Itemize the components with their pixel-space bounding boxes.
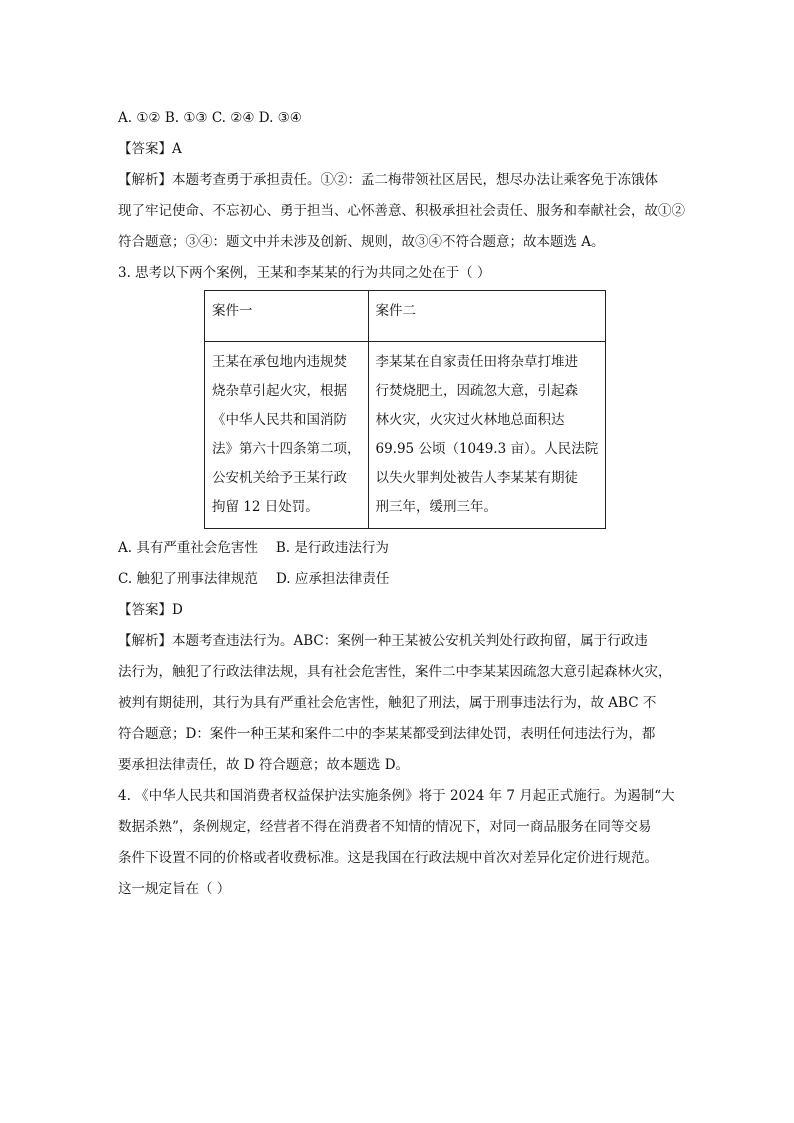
case2-line: 李某某在自家责任田将杂草打堆进 [375, 354, 578, 370]
q3-analysis [118, 626, 688, 781]
case-table-header-row [205, 291, 606, 342]
case1-line: 王某在承包地内违规焚 [212, 354, 347, 370]
q2-analysis-line: 【解析】本题考查勇于承担责任。①②：孟二梅带领社区居民，想尽办法让乘客免于冻饿体 [118, 172, 658, 188]
case1-line: 烧杂草引起火灾，根据 [212, 383, 347, 399]
q2-options: A. ①② B. ①③ C. ②④ D. ③④ [118, 110, 302, 126]
q3-option-d: D. 应承担法律责任 [275, 571, 390, 587]
case1-line: 《中华人民共和国消防 [212, 412, 347, 428]
q4-stem-line: 条件下设置不同的价格或者收费标准。这是我国在行政法规中首次对差异化定价进行规范。 [118, 850, 658, 866]
case2-line: 刑三年，缓刑三年。 [375, 499, 497, 515]
q2-analysis [118, 165, 688, 258]
q4-stem-line: 这一规定旨在（ ） [118, 881, 231, 897]
case2-line: 林火灾，火灾过火林地总面积达 [375, 412, 565, 428]
case1-header: 案件一 [205, 291, 369, 342]
q3-analysis-line: 要承担法律责任，故 D 符合题意；故本题选 D。 [118, 757, 410, 773]
q3-analysis-line: 符合题意；D：案件一种王某和案件二中的李某某都受到法律处罚，表明任何违法行为，都 [118, 726, 656, 742]
q3-answer: 【答案】D [118, 602, 183, 618]
q4-stem [118, 781, 688, 905]
case1-line: 公安机关给予王某行政 [212, 470, 347, 486]
case-table [204, 290, 606, 529]
q3-analysis-line: 法行为，触犯了行政法律法规，具有社会危害性，案件二中李某某因疏忽大意引起森林火灾， [118, 664, 672, 680]
q3-analysis-line: 【解析】本题考查违法行为。ABC：案例一种王某被公安机关判处行政拘留，属于行政违 [118, 633, 648, 649]
document-page [118, 103, 688, 905]
q4-stem-line: 数据杀熟”，条例规定，经营者不得在消费者不知情的情况下，对同一商品服务在同等交易 [118, 819, 652, 835]
q3-option-b: B. 是行政违法行为 [275, 540, 389, 556]
case1-line: 拘留 12 日处罚。 [212, 499, 319, 515]
q3-option-c: C. 触犯了刑事法律规范 [118, 571, 258, 587]
case2-line: 行焚烧肥土，因疏忽大意，引起森 [375, 383, 578, 399]
case2-line: 以失火罪判处被告人李某某有期徒 [375, 470, 578, 486]
q3-stem: 3. 思考以下两个案例，王某和李某某的行为共同之处在于（ ） [118, 265, 491, 281]
case1-line: 法》第六十四条第二项， [212, 441, 361, 457]
case2-cell [368, 342, 606, 529]
case1-cell [205, 342, 369, 529]
q3-option-a: A. 具有严重社会危害性 [118, 540, 258, 556]
q2-analysis-line: 符合题意；③④：题文中并未涉及创新、规则，故③④不符合题意；故本题选 A。 [118, 234, 605, 250]
q3-analysis-line: 被判有期徒刑，其行为具有严重社会危害性，触犯了刑法，属于刑事违法行为，故 ABC 不 [118, 695, 657, 711]
case-table-body-row [205, 342, 606, 529]
case2-line: 69.95 公顷（1049.3 亩）。人民法院 [375, 441, 599, 457]
q4-stem-line: 4. 《中华人民共和国消费者权益保护法实施条例》将于 2024 年 7 月起正式施行。为遏制“大 [118, 788, 675, 804]
q2-analysis-line: 现了牢记使命、不忘初心、勇于担当、心怀善意、积极承担社会责任、服务和奉献社会，故①② [118, 203, 685, 219]
q2-answer: 【答案】A [118, 141, 182, 157]
q3-options-row-1 [118, 533, 688, 564]
case2-header: 案件二 [368, 291, 606, 342]
q3-options-row-2 [118, 564, 688, 595]
